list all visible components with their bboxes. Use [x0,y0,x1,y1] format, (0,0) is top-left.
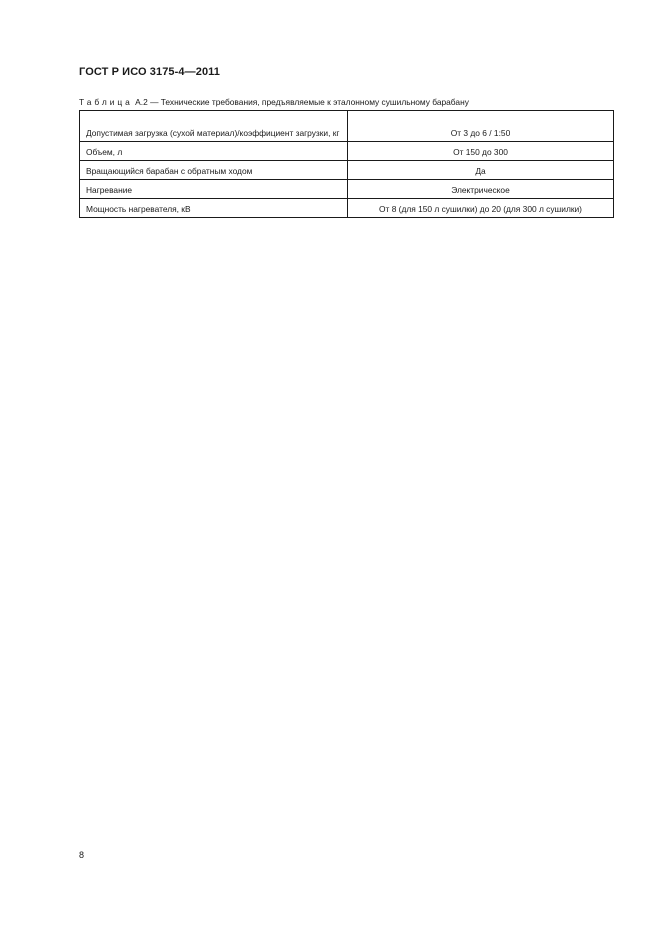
requirements-table [79,110,614,218]
table-caption-label: Таблица [79,97,133,107]
value-cell: Да [348,161,614,180]
table-row [80,180,614,199]
table-row [80,111,614,142]
value-cell: От 8 (для 150 л сушилки) до 20 (для 300 л сушилки) [348,199,614,218]
param-cell: Допустимая загрузка (сухой материал)/коэффициент загрузки, кг [80,111,348,142]
table-caption-text: А.2 — Технические требования, предъявляемые к эталонному сушильному барабану [135,97,469,107]
table-row [80,199,614,218]
value-cell: От 3 до 6 / 1:50 [348,111,614,142]
param-cell: Объем, л [80,142,348,161]
param-cell: Нагревание [80,180,348,199]
value-cell: От 150 до 300 [348,142,614,161]
value-cell: Электрическое [348,180,614,199]
page-number: 8 [79,850,85,860]
document-header: ГОСТ Р ИСО 3175-4—2011 [79,66,220,78]
param-cell: Мощность нагревателя, кВ [80,199,348,218]
param-cell: Вращающийся барабан с обратным ходом [80,161,348,180]
table-caption [79,97,469,107]
table-row [80,161,614,180]
table-row [80,142,614,161]
